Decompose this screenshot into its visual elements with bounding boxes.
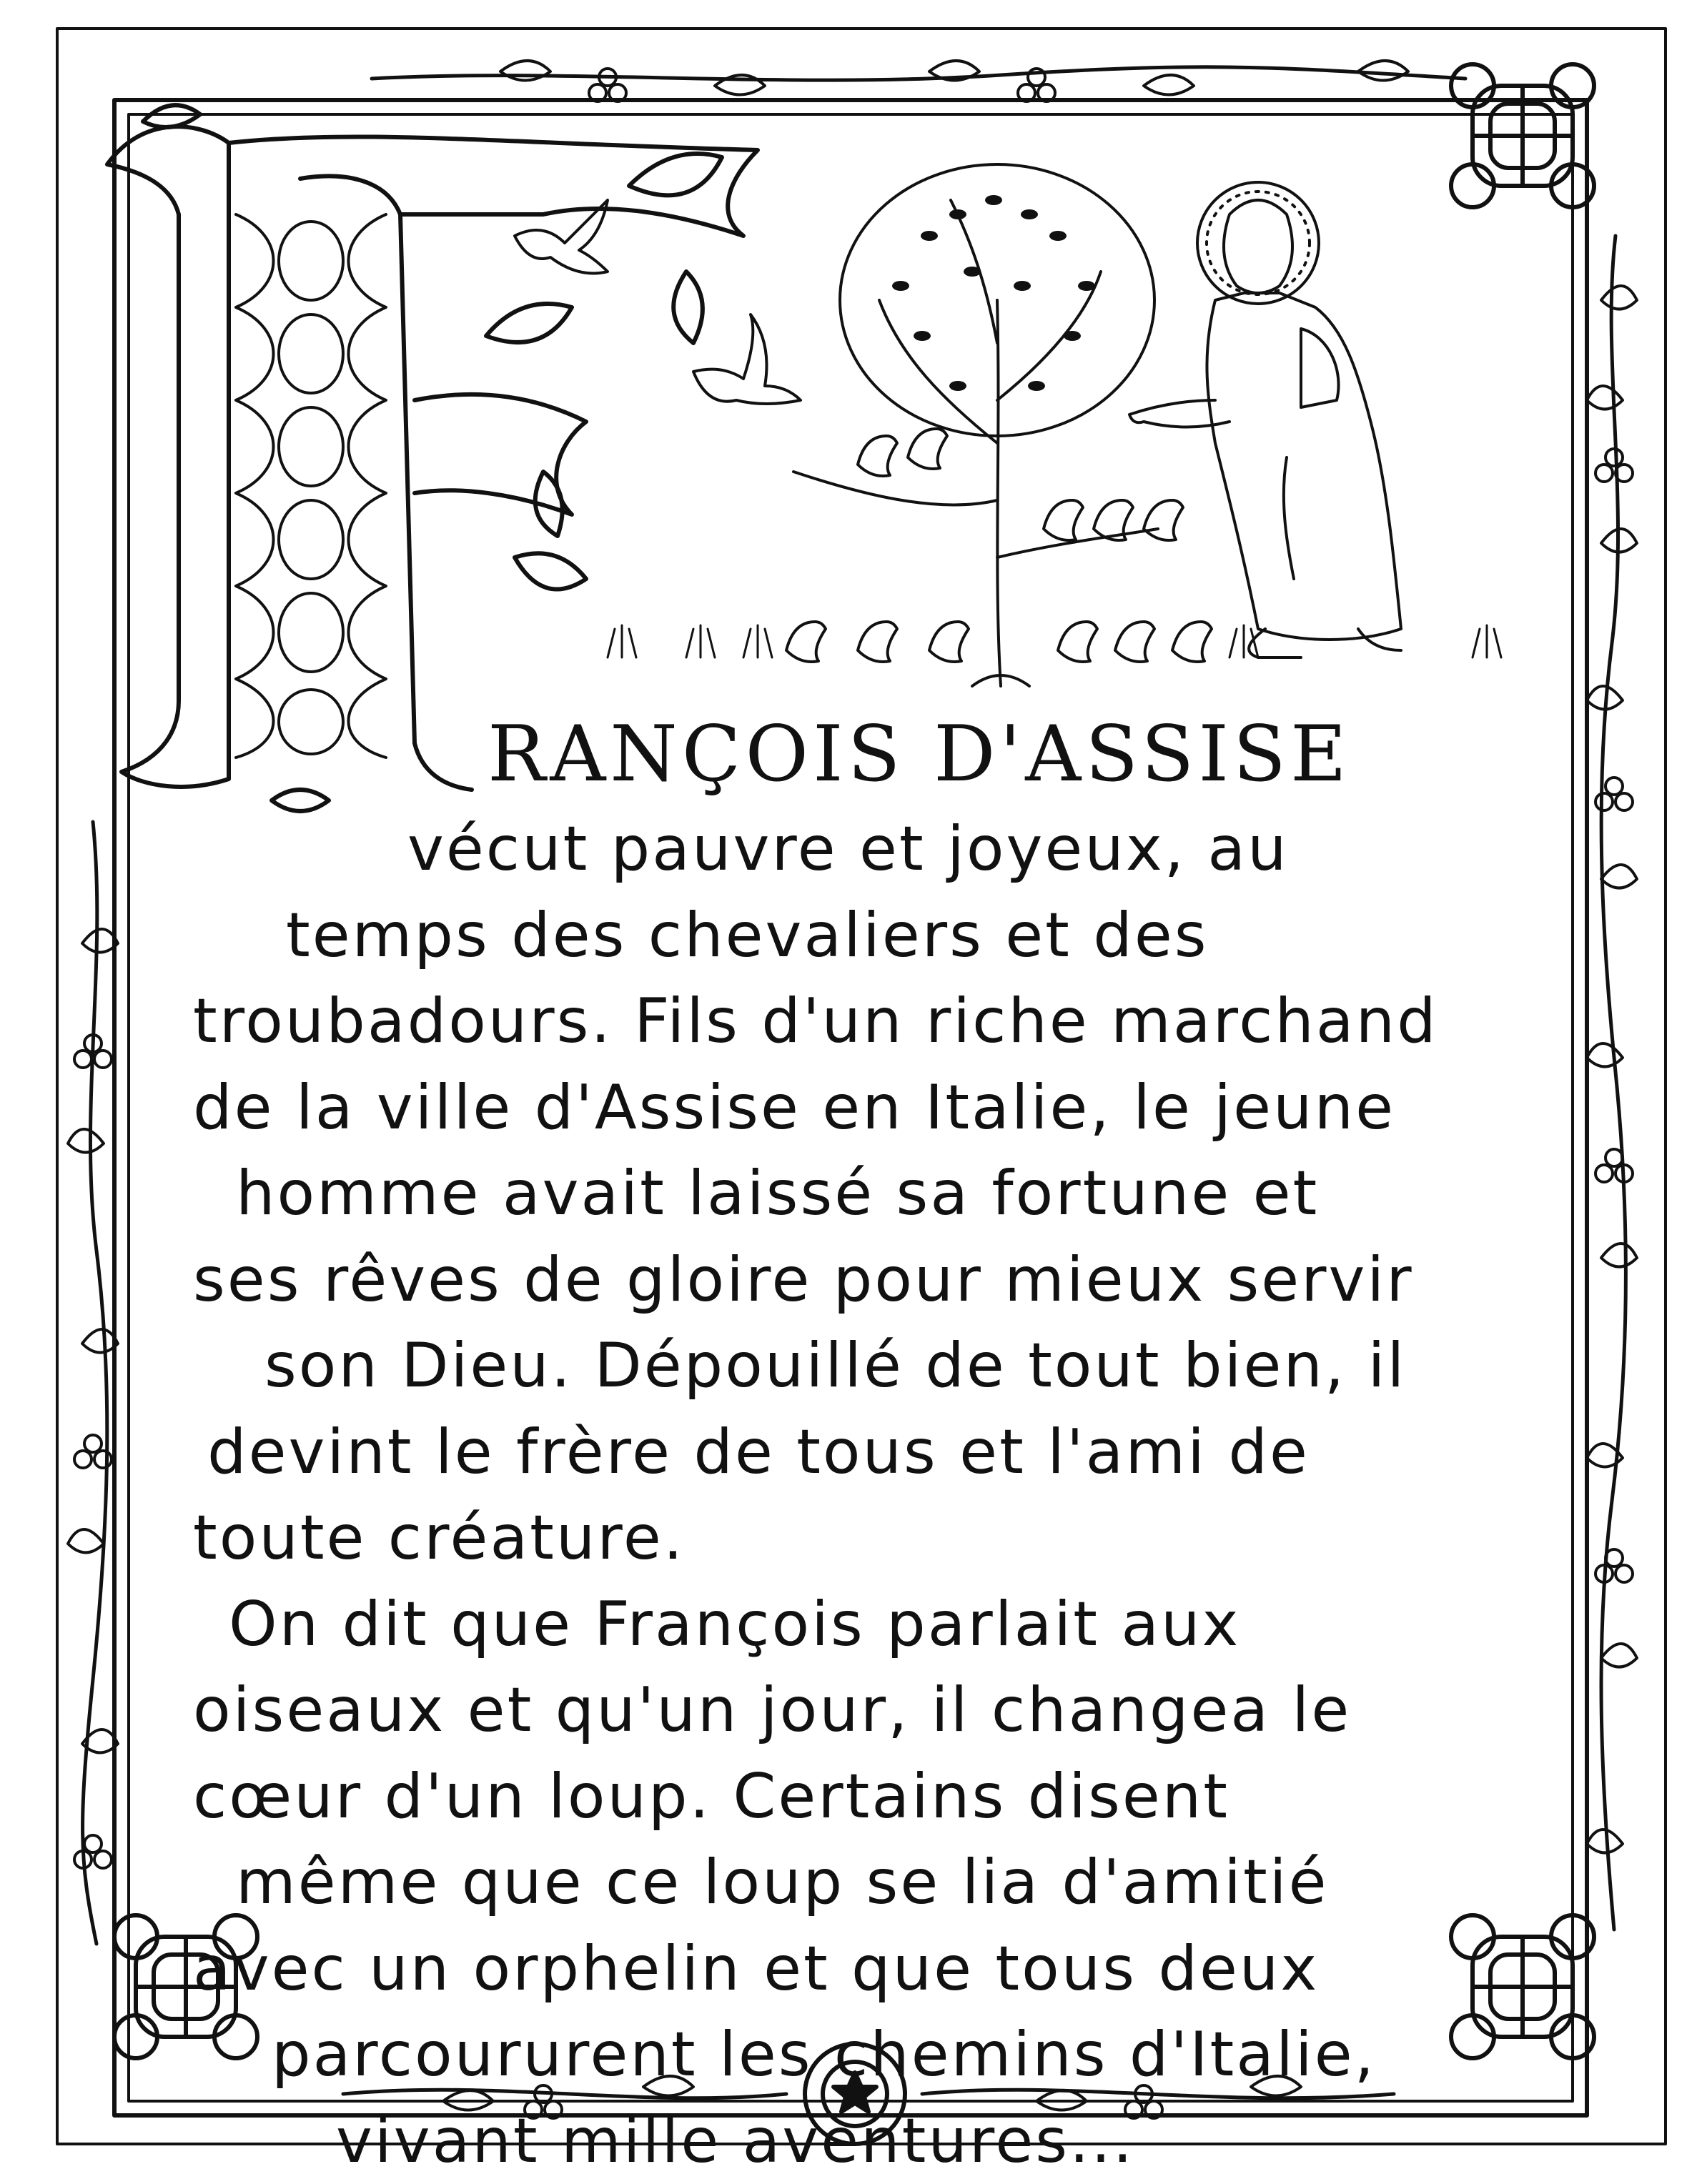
text-line: son Dieu. Dépouillé de tout bien, il	[193, 1323, 1523, 1409]
ground-grass	[608, 625, 1501, 657]
text-line: devint le frère de tous et l'ami de	[193, 1409, 1523, 1496]
text-line: toute créature.	[193, 1495, 1523, 1582]
title-heading: RANÇOIS D'ASSISE	[488, 716, 1351, 793]
text-line: ses rêves de gloire pour mieux servir	[193, 1237, 1523, 1324]
text-line: homme avait laissé sa fortune et	[193, 1151, 1523, 1237]
text-line: cœur d'un loup. Certains disent	[193, 1754, 1523, 1840]
text-line: avec un orphelin et que tous deux	[193, 1926, 1523, 2012]
text-line: même que ce loup se lia d'amitié	[193, 1840, 1523, 1926]
text-line: troubadours. Fils d'un riche marchand	[193, 978, 1523, 1065]
flying-birds	[515, 200, 801, 404]
text-line: parcoururent les chemins d'Italie,	[193, 2012, 1523, 2098]
body-text	[193, 806, 1523, 2184]
text-line: vivant mille aventures...	[193, 2098, 1523, 2184]
saint-francis-figure	[1129, 182, 1401, 657]
text-line: On dit que François parlait aux	[193, 1582, 1523, 1668]
text-line: oiseaux et qu'un jour, il changea le	[193, 1667, 1523, 1754]
text-line: temps des chevaliers et des	[193, 893, 1523, 979]
text-line: vécut pauvre et joyeux, au	[193, 806, 1523, 893]
tree	[793, 164, 1158, 686]
text-line: de la ville d'Assise en Italie, le jeune	[193, 1065, 1523, 1151]
illuminated-initial-f	[107, 105, 758, 811]
